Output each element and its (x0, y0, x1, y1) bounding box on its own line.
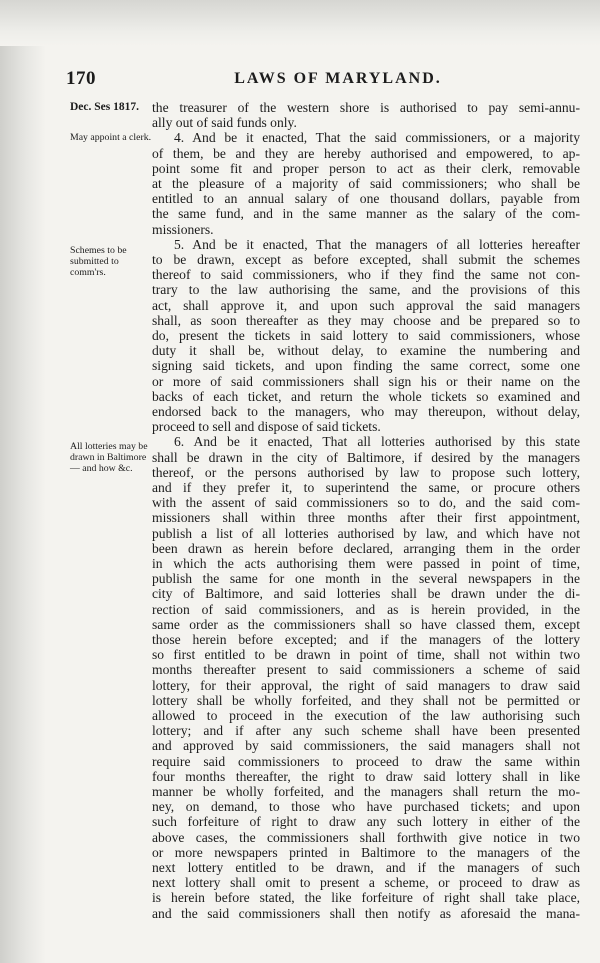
text-line: require said commissioners to proceed to draw the same within (152, 753, 580, 769)
text-line: publish the same for one month in the several newspapers in the (152, 571, 580, 587)
text-line: backs of each ticket, and return the whole tickets so examined and (152, 388, 580, 404)
text-line: shall, as soon thereafter as they may choose and be prepared so to (152, 312, 580, 328)
text-line: endorsed back to the managers, who may thereupon, without delay, (152, 404, 580, 419)
text-line: 4. And be it enacted, That the said commissioners, or a majority (174, 130, 580, 146)
text-line: duty it shall be, without delay, to examine the numbering and (152, 343, 580, 359)
text-line: missioners shall within three months after their first appointment, (152, 510, 580, 526)
text-line: above cases, the commissioners shall forthwith give notice in two (152, 829, 580, 845)
text-line: or more newspapers printed in Baltimore to the managers of the (152, 844, 580, 860)
text-line: next lottery entitled to be drawn, and if the managers of such (152, 860, 580, 875)
text-line: entitled to an annual salary of one thousand dollars, payable from (152, 191, 580, 207)
text-line: of them, be and they are hereby authorised and empowered, to ap- (152, 145, 580, 161)
text-line: do, present the tickets in said lottery to said commissioners, whose (152, 328, 580, 343)
text-line: or more of said commissioners shall sign his or their name on the (152, 373, 580, 389)
text-line: in which the acts authorising them were passed in point of time, (152, 556, 580, 571)
page-shadow-top (0, 0, 600, 46)
text-line: publish a list of all lotteries authorised by law, and which have not (152, 525, 580, 541)
text-line: signing said tickets, and upon finding the same correct, some one (152, 358, 580, 374)
text-line: and the said commissioners shall then notify as aforesaid the mana- (152, 905, 580, 921)
margin-note-clerk: May appoint a clerk. (70, 132, 152, 143)
margin-note-session-date: Dec. Ses 1817. (70, 101, 139, 113)
text-line: same order as the commissioners shall so have classed them, except (152, 616, 580, 632)
text-line: act, shall approve it, and upon such approval the said managers (152, 297, 580, 313)
text-line: with the assent of said commissioners so to do, and the said com- (152, 495, 580, 511)
text-line: so first entitled to be drawn in point of time, shall not within two (152, 647, 580, 663)
page-number: 170 (66, 68, 96, 89)
text-line: rection of said commissioners, and as is herein provided, in the (152, 601, 580, 617)
text-line: shall be drawn in the city of Baltimore, if desired by the managers (152, 449, 580, 465)
text-line: lottery shall be wholly forfeited, and they shall not be permitted or (152, 692, 580, 708)
text-line: is herein before stated, the like forfeiture of right shall take place, (152, 890, 580, 906)
running-head: LAWS OF MARYLAND. (234, 70, 442, 87)
text-line: at the pleasure of a majority of said commissioners; who shall be (152, 176, 580, 191)
text-line: and if they prefer it, to superintend the same, or procure others (152, 480, 580, 495)
text-line: such forfeiture of right to draw any such lottery in either of the (152, 814, 580, 830)
text-line: lottery; and if after any such scheme shall have been presented (152, 723, 580, 739)
text-line: those herein before excepted; and if the managers of the lottery (152, 632, 580, 647)
text-line: months thereafter present to said commissioners a scheme of said (152, 662, 580, 678)
text-line: thereof, or the persons authorised by law to propose such lottery, (152, 464, 580, 480)
text-line: lottery, for their approval, the right of said managers to draw said (152, 677, 580, 693)
text-line: to be drawn, except as before excepted, shall submit the schemes (152, 252, 580, 267)
text-line: ney, on demand, to those who have purchased tickets; and upon (152, 799, 580, 815)
text-line: 6. And be it enacted, That all lotteries authorised by this state (174, 434, 580, 450)
text-line: the same fund, and in the same manner as the salary of the com- (152, 206, 580, 222)
text-line: city of Baltimore, and said lotteries shall be drawn under the di- (152, 586, 580, 602)
text-line: trary to the law authorising the same, and the provisions of this (152, 282, 580, 298)
text-line: thereof to said commissioners, who if they find the same not con- (152, 267, 580, 283)
page-shadow-left (0, 0, 46, 963)
text-line: point some fit and proper person to act as their clerk, removable (152, 160, 580, 176)
text-line: ally out of said funds only. (152, 115, 297, 131)
text-line: manner be wholly forfeited, and the managers shall return the mo- (152, 784, 580, 799)
page-header (58, 64, 558, 90)
text-line: the treasurer of the western shore is authorised to pay semi-annu- (152, 100, 580, 115)
text-line: missioners. (152, 221, 214, 237)
text-line: four months thereafter, the right to draw said lottery shall in like (152, 768, 580, 784)
text-line: been drawn as herein before declared, arranging them in the order (152, 540, 580, 556)
text-line: and approved by said commissioners, the said managers shall not (152, 738, 580, 754)
text-line: next lottery shall omit to present a scheme, or proceed to draw as (152, 875, 580, 891)
text-line: 5. And be it enacted, That the managers of all lotteries hereafter (174, 236, 580, 252)
margin-note-lotteries: All lotteries may be drawn in Baltimore— and how &c. (70, 441, 148, 474)
text-line: allowed to proceed in the execution of the law authorising such (152, 708, 580, 723)
margin-note-schemes: Schemes to be submitted to comm'rs. (70, 245, 127, 278)
text-line: proceed to sell and dispose of said tickets. (152, 419, 381, 435)
